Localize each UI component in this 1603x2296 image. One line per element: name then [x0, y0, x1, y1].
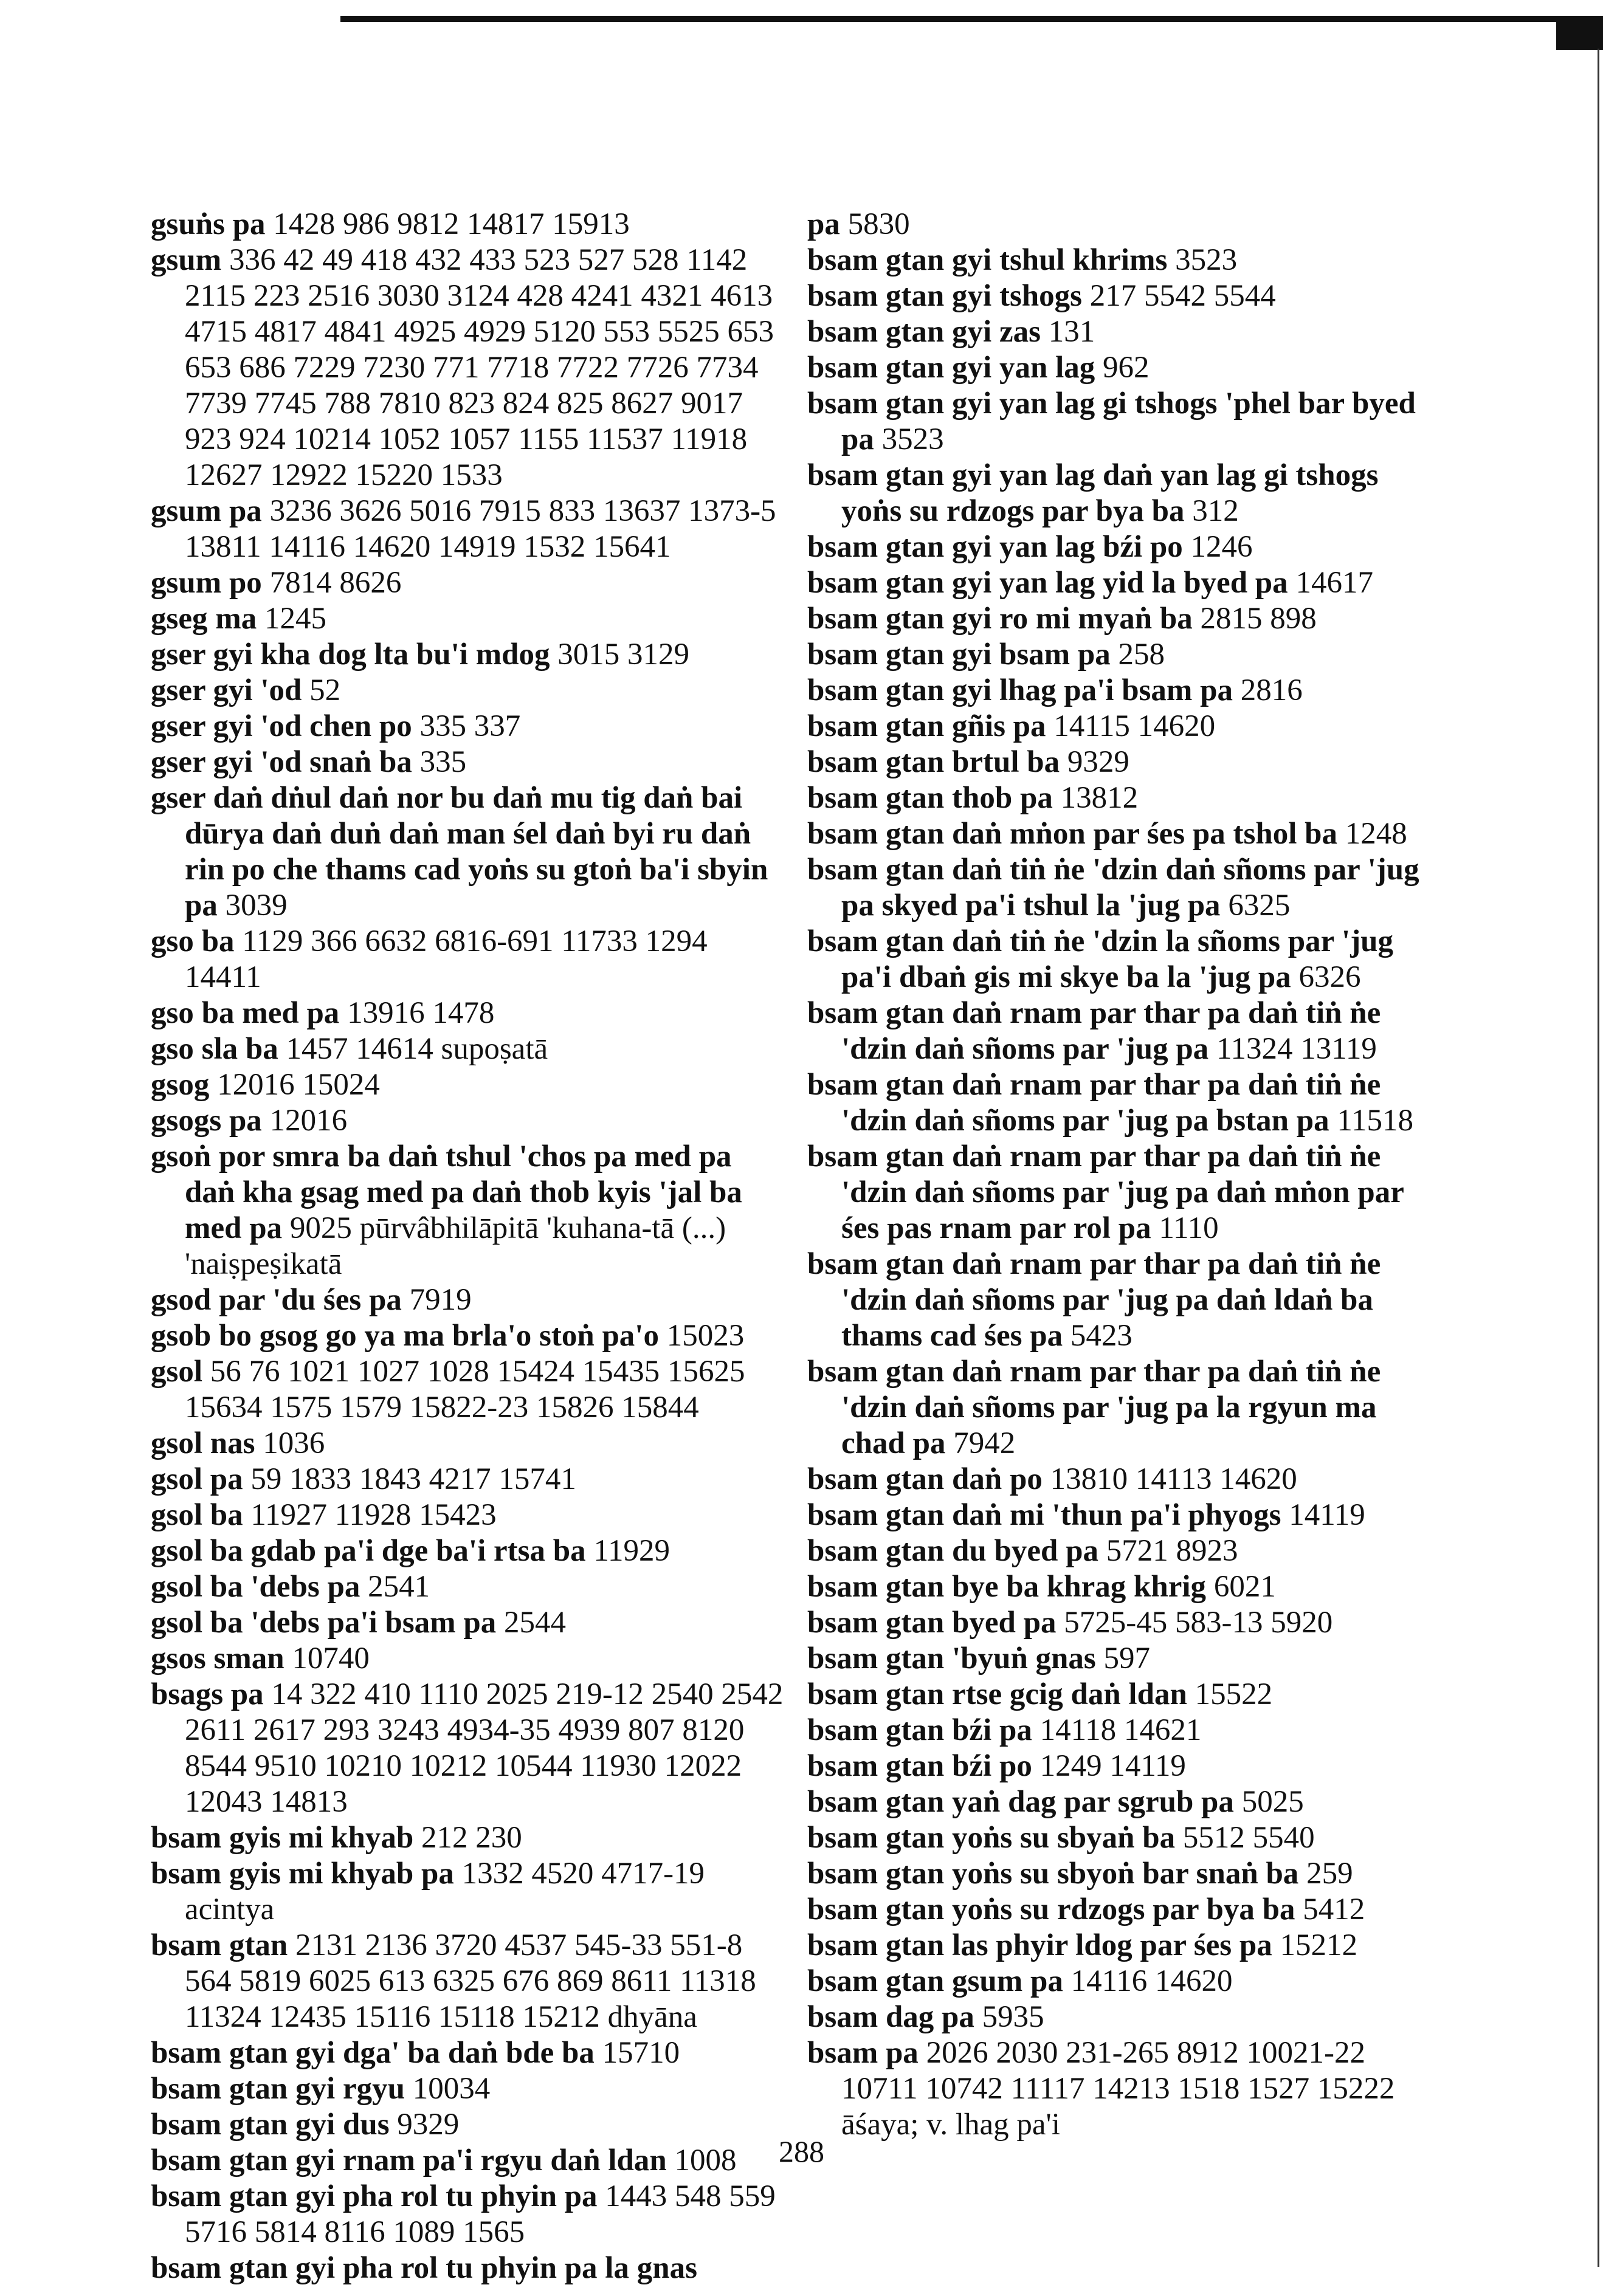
index-references: 15212 [1280, 1928, 1357, 1962]
index-headword: gsol pa [151, 1462, 243, 1496]
index-headword: bsam gyis mi khyab [151, 1821, 414, 1855]
index-entry [151, 1067, 788, 1103]
index-entry [151, 1031, 788, 1067]
index-references: 13810 14113 14620 [1050, 1462, 1297, 1496]
index-references: 13916 1478 [347, 996, 495, 1030]
index-entry [151, 924, 788, 995]
index-headword: bsam gtan du byed pa [807, 1534, 1098, 1568]
index-references: 335 337 [419, 709, 521, 743]
header-rule [340, 16, 1603, 22]
index-headword: gsogs pa [151, 1104, 262, 1138]
index-references: 7942 [953, 1426, 1016, 1460]
index-headword: bsam gtan gyi dga' ba daṅ bde ba [151, 2036, 595, 2070]
index-references: 6325 [1228, 888, 1291, 923]
index-references: 5935 [982, 2000, 1044, 2034]
index-references: 1457 14614 supoṣatā [286, 1032, 548, 1066]
index-entry [807, 1964, 1439, 1999]
page-number: 288 [779, 2134, 824, 2168]
index-references: 5830 [847, 207, 910, 241]
index-references: 3039 [225, 888, 288, 923]
index-references: 131 [1048, 315, 1095, 349]
index-entry [807, 1820, 1439, 1856]
index-entry [151, 1462, 788, 1497]
index-references: 5412 [1303, 1892, 1365, 1927]
index-references: 2815 898 [1200, 602, 1317, 636]
index-headword: bsam gtan gyi yan lag yid la byed pa [807, 566, 1288, 600]
index-entry [807, 242, 1439, 278]
index-headword: bsam gtan bye ba khrag khrig [807, 1570, 1207, 1604]
index-references: 7814 8626 [269, 566, 402, 600]
index-entry [151, 744, 788, 780]
index-references: 11927 11928 15423 [250, 1498, 497, 1532]
index-entry [807, 601, 1439, 637]
index-entry [807, 637, 1439, 673]
index-headword: bsam gtan thob pa [807, 781, 1053, 815]
index-headword: bsam gtan yaṅ dag par sgrub pa [807, 1785, 1234, 1819]
index-headword: gsum po [151, 566, 262, 600]
index-references: 15023 [666, 1319, 745, 1353]
index-headword: gser daṅ dṅul daṅ nor bu daṅ mu tig daṅ bai dūrya daṅ duṅ daṅ man śel daṅ byi ru daṅ rin po che thams cad yoṅs su gtoṅ ba'i sbyin pa [151, 781, 768, 923]
index-references: 11324 13119 [1216, 1032, 1377, 1066]
index-headword: bsam gtan gyi bsam pa [807, 638, 1111, 672]
index-entry [151, 1354, 788, 1426]
index-references: 11518 [1337, 1104, 1413, 1138]
index-headword: bsam gtan gyi tshul khrims [807, 243, 1168, 277]
index-entry [151, 1856, 788, 1928]
index-entry [151, 2035, 788, 2071]
index-entry [807, 1641, 1439, 1677]
index-entry [151, 1318, 788, 1354]
index-headword: bsam gtan gñis pa [807, 709, 1046, 743]
index-references: 9025 pūrvâbhilāpitā 'kuhana-tā (...) 'naiṣpeṣikatā [185, 1211, 726, 1281]
index-entry [151, 1282, 788, 1318]
index-headword: gsol nas [151, 1426, 255, 1460]
index-references: 56 76 1021 1027 1028 15424 15435 15625 15634 1575 1579 15822-23 15826 15844 [185, 1355, 745, 1425]
index-entry [807, 207, 1439, 242]
index-references: 14119 [1289, 1498, 1365, 1532]
index-headword: gser gyi 'od chen po [151, 709, 412, 743]
index-references: 14617 [1295, 566, 1373, 600]
index-headword: pa [807, 207, 840, 241]
index-entry [151, 601, 788, 637]
index-references: 1036 [263, 1426, 325, 1460]
index-entry [807, 1462, 1439, 1497]
index-references: 2131 2136 3720 4537 545-33 551-8 564 5819 6025 613 6325 676 869 8611 11318 11324 12435 15116 15118 15212 dhyāna [185, 1928, 756, 2034]
index-headword: bsam gtan gsum pa [807, 1964, 1063, 1998]
index-references: 15710 [602, 2036, 680, 2070]
index-headword: bsam gtan gyi yan lag gi tshogs 'phel bar byed pa [807, 387, 1416, 456]
index-entry [807, 278, 1439, 314]
index-entry [151, 1820, 788, 1856]
index-entry [807, 780, 1439, 816]
index-references: 258 [1118, 638, 1165, 672]
index-entry [151, 1533, 788, 1569]
index-references: 59 1833 1843 4217 15741 [250, 1462, 576, 1496]
index-entry [807, 924, 1439, 995]
index-references: 312 [1192, 494, 1239, 528]
index-headword: gsob bo gsog go ya ma brla'o stoṅ pa'o [151, 1319, 659, 1353]
index-references: 1332 4520 4717-19 acintya [185, 1857, 705, 1927]
index-headword: bsam gtan gyi dus [151, 2108, 390, 2142]
index-references: 9329 [1067, 745, 1129, 779]
index-references: 3236 3626 5016 7915 833 13637 1373-5 13811 14116 14620 14919 1532 15641 [185, 494, 776, 564]
index-references: 2816 [1240, 673, 1303, 707]
index-headword: gso ba med pa [151, 996, 340, 1030]
index-entry [807, 565, 1439, 601]
index-entry [807, 458, 1439, 529]
index-headword: gser gyi 'od snaṅ ba [151, 745, 412, 779]
index-references: 5512 5540 [1182, 1821, 1315, 1855]
index-headword: bsam gtan daṅ rnam par thar pa daṅ tiṅ ṅe 'dzin daṅ sñoms par 'jug pa bstan pa [807, 1068, 1381, 1138]
index-headword: bsam gtan brtul ba [807, 745, 1060, 779]
index-entry [807, 1928, 1439, 1964]
index-headword: gsoṅ por smra ba daṅ tshul 'chos pa med pa daṅ kha gsag med pa daṅ thob kyis 'jal ba med pa [151, 1139, 742, 1245]
index-entry [807, 1067, 1439, 1139]
index-headword: bsam gtan bźi po [807, 1749, 1032, 1783]
index-entry [151, 1497, 788, 1533]
index-references: 14 322 410 1110 2025 219-12 2540 2542 2611 2617 293 3243 4934-35 4939 807 8120 8544 9510 10210 10212 10544 11930 12022 12043 14813 [185, 1677, 784, 1819]
header-rule-end [1556, 16, 1603, 50]
index-references: 5725-45 583-13 5920 [1064, 1606, 1333, 1640]
index-headword: gseg ma [151, 602, 257, 636]
index-headword: bsam gtan bźi pa [807, 1713, 1032, 1747]
index-headword: bsam gtan daṅ rnam par thar pa daṅ tiṅ ṅe 'dzin daṅ sñoms par 'jug pa la rgyun ma chad pa [807, 1355, 1381, 1460]
index-references: 259 [1306, 1857, 1353, 1891]
index-references: 1129 366 6632 6816-691 11733 1294 14411 [185, 924, 708, 994]
index-headword: bsam gtan gyi pha rol tu phyin pa la gnas [151, 2251, 697, 2285]
index-headword: gsol ba gdab pa'i dge ba'i rtsa ba [151, 1534, 586, 1568]
index-headword: bsags pa [151, 1677, 264, 1711]
index-entry [807, 529, 1439, 565]
index-references: 2541 [368, 1570, 430, 1604]
index-entry [151, 1139, 788, 1282]
index-headword: bsam gtan yoṅs su sbyaṅ ba [807, 1821, 1176, 1855]
index-references: 1428 986 9812 14817 15913 [273, 207, 630, 241]
index-entry [151, 207, 788, 242]
index-entry [151, 565, 788, 601]
index-entry [807, 995, 1439, 1067]
index-headword: gsol ba 'debs pa'i bsam pa [151, 1606, 497, 1640]
index-headword: gsod par 'du śes pa [151, 1283, 402, 1317]
index-references: 3015 3129 [557, 638, 690, 672]
index-entry [151, 1641, 788, 1677]
index-references: 7919 [409, 1283, 472, 1317]
index-entry [807, 386, 1439, 458]
index-entry [807, 314, 1439, 350]
index-references: 1110 [1159, 1211, 1219, 1245]
index-references: 6326 [1298, 960, 1361, 994]
index-entry [807, 1856, 1439, 1892]
index-headword: gsum [151, 243, 222, 277]
index-entry [151, 1103, 788, 1139]
index-headword: bsam gtan yoṅs su rdzogs par bya ba [807, 1892, 1295, 1927]
index-headword: gsol [151, 1355, 203, 1389]
index-entry [807, 350, 1439, 386]
index-entry [151, 709, 788, 744]
index-entry [807, 744, 1439, 780]
index-headword: gsol ba [151, 1498, 243, 1532]
index-references: 52 [309, 673, 341, 707]
index-headword: bsam gtan [151, 1928, 288, 1962]
index-headword: gso sla ba [151, 1032, 278, 1066]
index-headword: bsam gtan gyi yan lag [807, 351, 1095, 385]
index-references: 597 [1103, 1641, 1151, 1676]
index-entry [151, 1426, 788, 1462]
index-references: 14116 14620 [1070, 1964, 1233, 1998]
index-headword: bsam gtan daṅ rnam par thar pa daṅ tiṅ ṅe 'dzin daṅ sñoms par 'jug pa daṅ mṅon par śes pas rnam par rol pa [807, 1139, 1404, 1245]
index-headword: bsam gtan gyi rgyu [151, 2072, 405, 2106]
index-references: 1249 14119 [1039, 1749, 1186, 1783]
index-headword: gsog [151, 1068, 210, 1102]
index-headword: gsos sman [151, 1641, 284, 1676]
index-references: 1246 [1190, 530, 1253, 564]
index-entry [151, 2179, 788, 2250]
index-entry [151, 673, 788, 709]
index-references: 336 42 49 418 432 433 523 527 528 1142 2115 223 2516 3030 3124 428 4241 4321 4613 4715 4817 4841 4925 4929 5120 553 5525 653 653 686 7229 7230 771 7718 7722 7726 7734 7739 7745 788 7810 823 824 825 8627 9017 923 924 10214 1052 1057 1155 11537 11918 12627 12922 15220 1533 [185, 243, 774, 492]
index-entry [807, 816, 1439, 852]
index-headword: bsam gtan gyi lhag pa'i bsam pa [807, 673, 1233, 707]
index-entry [807, 1533, 1439, 1569]
index-entry [151, 2250, 788, 2286]
index-headword: bsam gtan daṅ tiṅ ṅe 'dzin daṅ sñoms par 'jug pa skyed pa'i tshul la 'jug pa [807, 853, 1419, 923]
index-entry [807, 1497, 1439, 1533]
index-references: 3523 [881, 422, 944, 456]
index-headword: bsam gtan daṅ tiṅ ṅe 'dzin la sñoms par 'jug pa'i dbaṅ gis mi skye ba la 'jug pa [807, 924, 1394, 994]
index-references: 2544 [504, 1606, 567, 1640]
index-references: 10034 [412, 2072, 491, 2106]
index-references: 212 230 [421, 1821, 522, 1855]
index-headword: gser gyi kha dog lta bu'i mdog [151, 638, 550, 672]
index-entry [807, 2035, 1439, 2143]
index-references: 5423 [1070, 1319, 1132, 1353]
index-references: 15522 [1194, 1677, 1273, 1711]
index-entry [807, 1605, 1439, 1641]
index-references: 1008 [674, 2143, 737, 2177]
index-entry [151, 1928, 788, 2035]
index-entry [151, 242, 788, 493]
index-entry [807, 852, 1439, 924]
index-entry [807, 1569, 1439, 1605]
index-headword: bsam gyis mi khyab pa [151, 1857, 454, 1891]
index-headword: bsam gtan gyi yan lag daṅ yan lag gi tshogs yoṅs su rdzogs par bya ba [807, 458, 1379, 528]
index-headword: bsam gtan 'byuṅ gnas [807, 1641, 1096, 1676]
index-headword: bsam gtan gyi tshogs [807, 279, 1083, 313]
index-references: 13812 [1060, 781, 1139, 815]
index-headword: bsam dag pa [807, 2000, 974, 2034]
index-references: 6021 [1213, 1570, 1276, 1604]
index-entry [807, 1999, 1439, 2035]
index-entry [807, 1139, 1439, 1246]
index-headword: gser gyi 'od [151, 673, 302, 707]
index-references: 5025 [1241, 1785, 1304, 1819]
index-references: 217 5542 5544 [1089, 279, 1276, 313]
index-headword: bsam gtan las phyir ldog par śes pa [807, 1928, 1272, 1962]
index-headword: bsam gtan yoṅs su sbyoṅ bar snaṅ ba [807, 1857, 1299, 1891]
index-headword: bsam gtan gyi rnam pa'i rgyu daṅ ldan [151, 2143, 667, 2177]
index-headword: bsam gtan gyi pha rol tu phyin pa [151, 2179, 598, 2213]
index-references: 962 [1103, 351, 1150, 385]
index-entry [807, 1748, 1439, 1784]
index-references: 1443 548 559 5716 5814 8116 1089 1565 [185, 2179, 776, 2249]
index-entry [807, 1246, 1439, 1354]
index-headword: bsam pa [807, 2036, 919, 2070]
index-headword: bsam gtan gyi yan lag bźi po [807, 530, 1183, 564]
index-entry [807, 673, 1439, 709]
index-entry [151, 1605, 788, 1641]
index-headword: bsam gtan byed pa [807, 1606, 1057, 1640]
index-column-left [151, 207, 788, 2286]
index-headword: bsam gtan gyi ro mi myaṅ ba [807, 602, 1193, 636]
index-entry [807, 1713, 1439, 1748]
index-entry [151, 1677, 788, 1820]
index-entry [807, 1784, 1439, 1820]
index-entry [807, 1354, 1439, 1462]
index-references: 14115 14620 [1053, 709, 1216, 743]
index-entry [807, 1892, 1439, 1928]
index-references: 12016 [269, 1104, 348, 1138]
index-references: 1245 [264, 602, 326, 636]
index-headword: gsum pa [151, 494, 262, 528]
index-entry [151, 637, 788, 673]
index-headword: gso ba [151, 924, 235, 958]
index-references: 10740 [292, 1641, 370, 1676]
index-headword: bsam gtan daṅ mṅon par śes pa tshol ba [807, 817, 1337, 851]
index-headword: gsuṅs pa [151, 207, 266, 241]
index-entry [807, 709, 1439, 744]
index-references: 11929 [593, 1534, 670, 1568]
index-entry [151, 2071, 788, 2107]
index-headword: bsam gtan daṅ rnam par thar pa daṅ tiṅ ṅe 'dzin daṅ sñoms par 'jug pa daṅ ldaṅ ba thams cad śes pa [807, 1247, 1381, 1353]
index-column-right [807, 207, 1439, 2143]
index-references: 1248 [1345, 817, 1407, 851]
index-references: 2026 2030 231-265 8912 10021-22 10711 10742 11117 14213 1518 1527 15222 āśaya; v. lhag pa'i [841, 2036, 1395, 2142]
index-references: 9329 [397, 2108, 460, 2142]
page-edge-line [1598, 49, 1599, 2267]
index-headword: bsam gtan gyi zas [807, 315, 1041, 349]
index-headword: bsam gtan rtse gcig daṅ ldan [807, 1677, 1187, 1711]
index-headword: bsam gtan daṅ rnam par thar pa daṅ tiṅ ṅe 'dzin daṅ sñoms par 'jug pa [807, 996, 1381, 1066]
index-entry [151, 493, 788, 565]
index-entry [151, 780, 788, 924]
index-headword: bsam gtan daṅ mi 'thun pa'i phyogs [807, 1498, 1281, 1532]
index-references: 5721 8923 [1106, 1534, 1238, 1568]
index-entry [807, 1677, 1439, 1713]
index-references: 14118 14621 [1039, 1713, 1202, 1747]
index-entry [151, 995, 788, 1031]
index-headword: gsol ba 'debs pa [151, 1570, 360, 1604]
index-references: 3523 [1175, 243, 1238, 277]
index-references: 12016 15024 [217, 1068, 380, 1102]
index-references: 335 [419, 745, 467, 779]
index-entry [151, 1569, 788, 1605]
index-headword: bsam gtan daṅ po [807, 1462, 1043, 1496]
